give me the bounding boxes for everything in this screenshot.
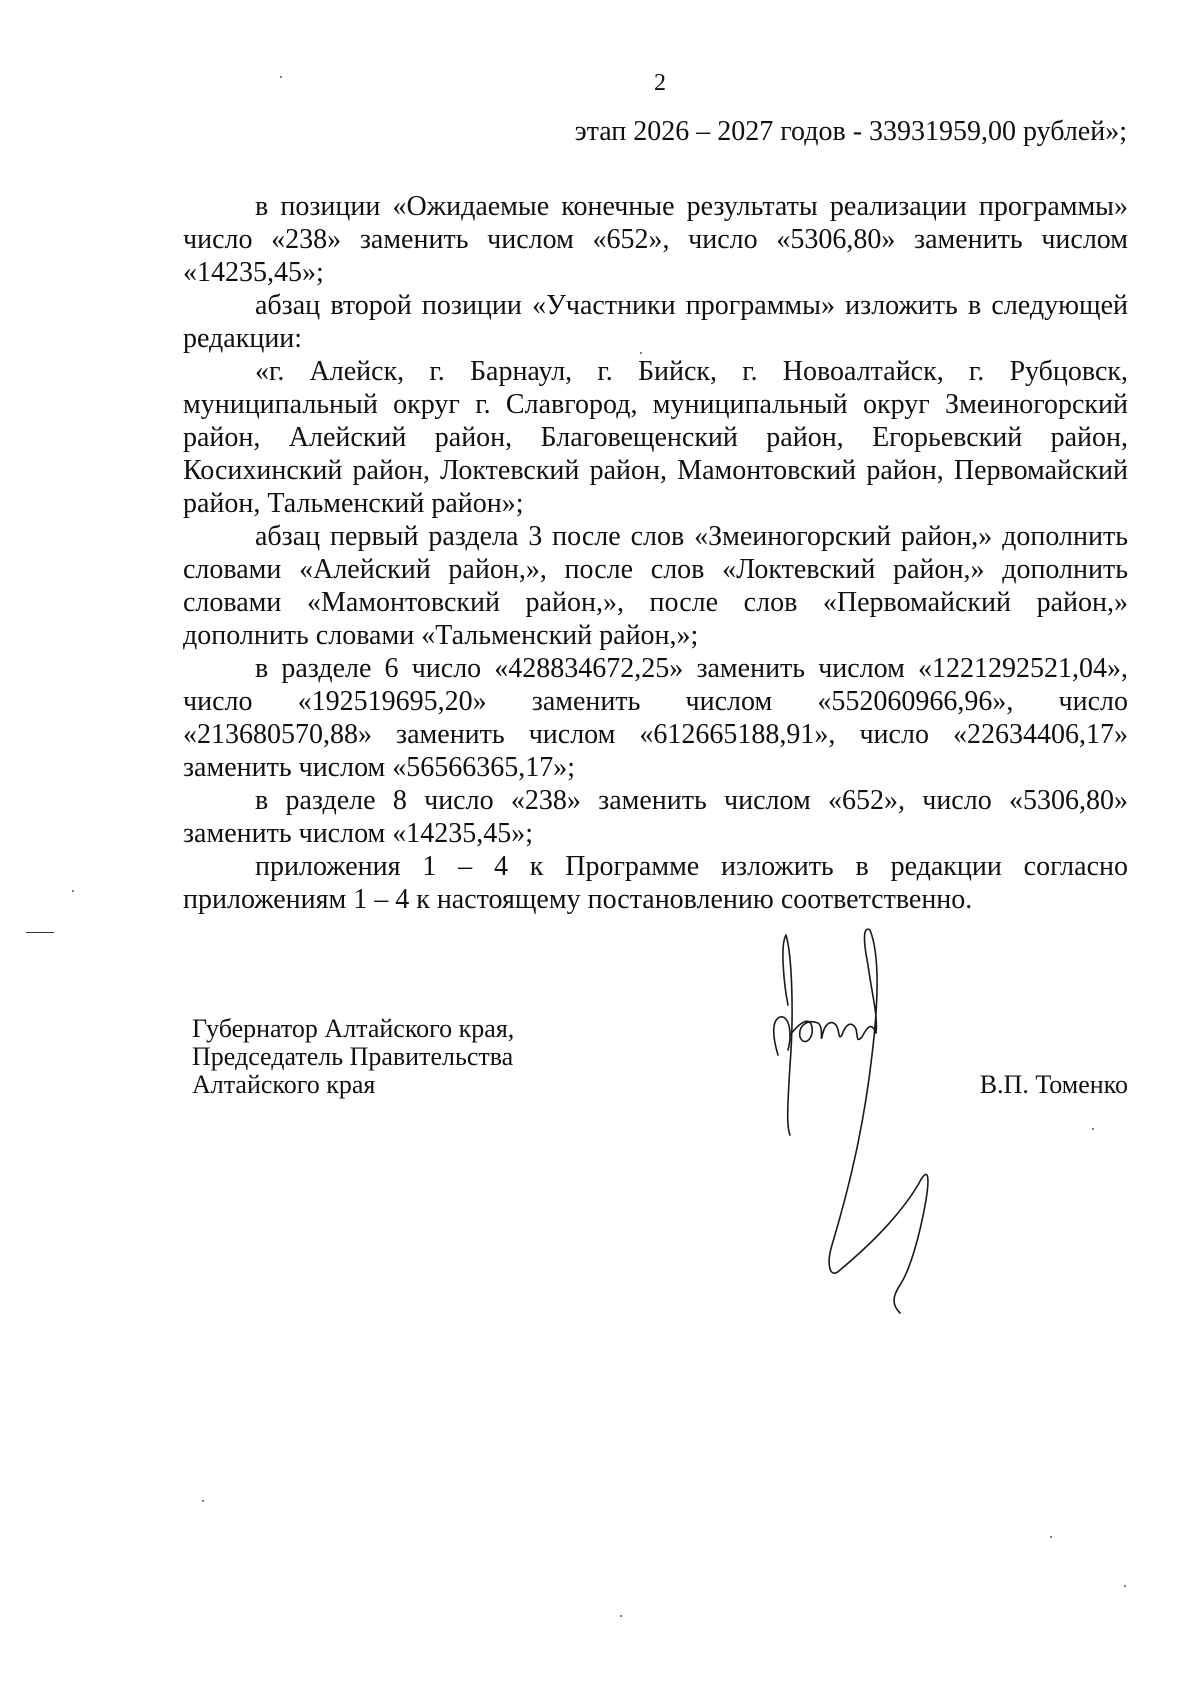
scan-speck (280, 76, 282, 78)
paragraph-participants: абзац второй позиции «Участники программы» изложить в следующей редакции: (183, 290, 1128, 354)
scan-speck (1050, 1536, 1052, 1538)
scan-speck (640, 352, 642, 354)
budget-stage-line: этап 2026 – 2027 годов - 33931959,00 рублей»; (574, 116, 1127, 147)
scan-speck (72, 890, 74, 892)
paragraph-section-6: в разделе 6 число «428834672,25» заменить числом «1221292521,04», число «192519695,20» заменить числом «552060966,96», число «213680570,88» заменить числом «612665188,91», число «22634406,17» заменить числом «56566365,17»; (183, 653, 1128, 783)
signatory-title-line: Председатель Правительства (192, 1042, 514, 1071)
handwritten-signature (760, 925, 940, 1325)
paragraph-section-3: абзац первый раздела 3 после слов «Змеиногорский район,» дополнить словами «Алейский район,», после слов «Локтевский район,» дополнить словами «Мамонтовский район,», после слов «Первомайский район,» дополнить словами «Тальменский район,»; (183, 521, 1128, 651)
paragraph-appendices: приложения 1 – 4 к Программе изложить в редакции согласно приложениям 1 – 4 к настоящему постановлению соответственно. (183, 851, 1128, 915)
document-body (183, 190, 1128, 916)
paragraph-section-8: в разделе 8 число «238» заменить числом «652», число «5306,80» заменить числом «14235,45»; (183, 785, 1128, 849)
scan-speck (202, 1500, 204, 1502)
paragraph-participants-list: «г. Алейск, г. Барнаул, г. Бийск, г. Новоалтайск, г. Рубцовск, муниципальный округ г. Славгород, муниципальный округ Змеиногорский район, Алейский район, Благовещенский район, Егорьевский район, Косихинский район, Локтевский район, Мамонтовский район, Первомайский район, Тальменский район»; (183, 356, 1128, 519)
signatory-title-line: Алтайского края (192, 1070, 376, 1099)
scan-edge-mark (26, 932, 54, 933)
scan-speck (1124, 1585, 1126, 1587)
paragraph-expected-results: в позиции «Ожидаемые конечные результаты реализации программы» число «238» заменить числом «652», число «5306,80» заменить числом «14235,45»; (183, 191, 1128, 288)
signatory-title-line: Губернатор Алтайского края, (192, 1014, 515, 1043)
signatory-name: В.П. Томенко (979, 1070, 1128, 1099)
signatory-title (192, 1015, 514, 1099)
scan-speck (620, 1615, 622, 1617)
page-number: 2 (654, 70, 666, 96)
scan-speck (1092, 1128, 1094, 1130)
